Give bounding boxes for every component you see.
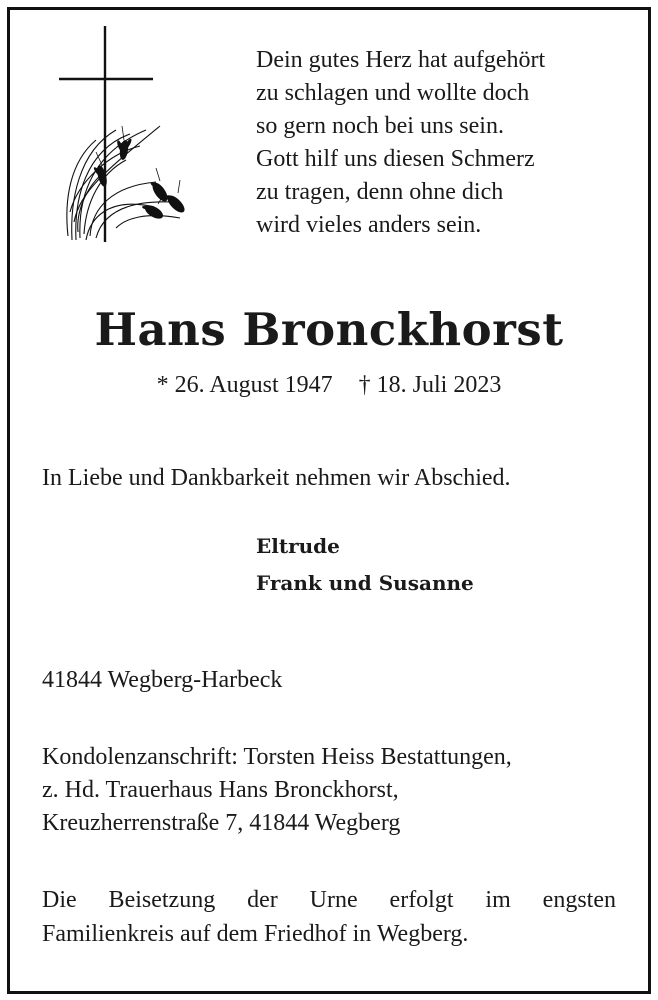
death-date: † 18. Juli 2023	[358, 372, 502, 398]
memorial-poem	[256, 44, 626, 242]
address-line: Kondolenzanschrift: Torsten Heiss Bestattungen,	[42, 744, 512, 770]
poem-line: Gott hilf uns diesen Schmerz	[256, 146, 535, 172]
poem-line: zu schlagen und wollte doch	[256, 80, 530, 106]
mourner-name: Frank und Susanne	[256, 571, 474, 595]
place-of-residence: 41844 Wegberg-Harbeck	[42, 667, 283, 693]
burial-notice	[42, 883, 616, 951]
farewell-text: In Liebe und Dankbarkeit nehmen wir Abschied.	[42, 465, 511, 491]
address-line: Kreuzherrenstraße 7, 41844 Wegberg	[42, 810, 401, 836]
poem-line: zu tragen, denn ohne dich	[256, 179, 504, 205]
burial-line: Familienkreis auf dem Friedhof in Wegberg.	[42, 921, 469, 947]
poem-line: so gern noch bei uns sein.	[256, 113, 504, 139]
burial-line: Die Beisetzung der Urne erfolgt im engsten	[42, 887, 616, 913]
mourners-list	[256, 528, 474, 602]
poem-line: Dein gutes Herz hat aufgehört	[256, 47, 546, 73]
life-dates	[0, 368, 658, 402]
mourner-name: Eltrude	[256, 534, 340, 558]
poem-line: wird vieles anders sein.	[256, 212, 482, 238]
deceased-name: Hans Bronckhorst	[94, 303, 564, 356]
condolence-address	[42, 741, 512, 840]
cross-with-wheat-icon	[56, 22, 196, 247]
address-line: z. Hd. Trauerhaus Hans Bronckhorst,	[42, 777, 399, 803]
birth-date: * 26. August 1947	[156, 372, 333, 398]
